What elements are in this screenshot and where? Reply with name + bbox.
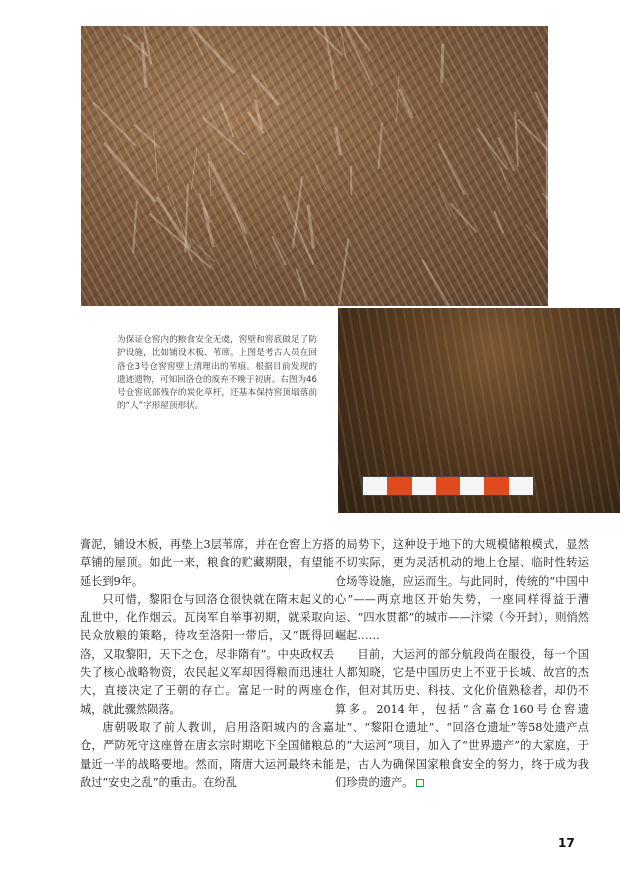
texture-streak — [208, 153, 212, 196]
texture-streak — [271, 236, 286, 266]
texture-streak — [545, 130, 548, 219]
texture-streak — [314, 165, 327, 191]
texture-streak — [500, 168, 510, 193]
texture-streak — [344, 26, 371, 51]
texture-streak — [350, 166, 352, 195]
texture-streak — [437, 144, 465, 196]
texture-streak — [175, 26, 235, 73]
texture-streak — [133, 124, 161, 149]
paragraph — [335, 646, 589, 792]
texture-streak — [153, 131, 158, 180]
paragraph: 只可惜，黎阳仓与回洛仓很快就在隋末起义的乱世中，化作烟云。瓦岗军自举事初期，就采取向民众放粮的策略，待攻至洛阳一带后，又“既得回洛，又取黎阳，天下之仓，尽非隋有”。中央政权丢失了核心战略物资，农民起义军却因得粮而迅速壮大，直接决定了王朝的存亡。富足一时的两座仓城，就此骤然陨落。 — [80, 592, 334, 716]
paragraph: 唐朝吸取了前人教训，启用洛阳城内的含嘉仓，严防死守这座曾在唐玄宗时期吃下全国储粮总量近一半的战略要地。然而，隋唐大运河最终未能敌过“安史之乱”的重击。在纷乱 — [80, 720, 334, 789]
texture-streak — [378, 123, 384, 169]
texture-streak — [493, 210, 503, 233]
photo-caption: 为保证仓窖内的粮食安全无虞，窖壁和窖底做足了防护设施，比如铺设木板、苇席。上图是考古人员在回洛仓3号仓窖窖壁上清理出的苇痕。根据目前发现的遗迹遗物，可知回洛仓的废弃不晚于初唐。右图为46号仓窖底部残存的炭化草杆，还基本保持窖顶塌落前的“人”字形屋顶形状。 — [117, 335, 317, 412]
texture-streak — [174, 26, 203, 56]
texture-streak — [517, 119, 548, 177]
texture-streak — [422, 259, 455, 306]
texture-streak — [334, 127, 342, 155]
texture-streak — [296, 269, 307, 301]
texture-streak — [339, 238, 350, 305]
scale-bar — [362, 476, 534, 496]
texture-streak — [208, 160, 248, 234]
texture-streak — [306, 205, 314, 249]
reed-trace-wall-photo — [81, 26, 548, 306]
texture-streak — [191, 148, 198, 190]
carbonized-straw-photo — [338, 308, 620, 513]
texture-streak — [132, 201, 138, 253]
texture-streak — [103, 142, 157, 202]
page-number: 17 — [558, 836, 575, 850]
texture-streak — [450, 203, 478, 234]
paragraph-text: 目前，大运河的部分航段尚在服役，每一个国人都知晓，它是中国历史上不亚于长城、故宫的杰作，但对其历史、科技、文化价值熟稔者，却仍不算多。2014年，包括“含嘉仓160号仓窖遗址”、“黎阳仓遗址”、“回洛仓遗址”等58处遗产点的“大运河”项目，加入了“世界遗产”的大家庭，于是，古人为确保国家粮食安全的努力，终于成为我们珍贵的遗产。 — [335, 647, 589, 789]
texture-streak — [398, 88, 413, 118]
right-text-column — [335, 536, 589, 792]
article-end-icon — [416, 779, 424, 787]
left-text-column — [80, 536, 334, 792]
texture-streak — [203, 116, 246, 154]
texture-streak — [396, 76, 399, 121]
paragraph: 膏泥，铺设木板，再垫上3层苇席，并在仓窖上方搭草铺的屋顶。如此一来，粮食的贮藏期限，有望能延长到9年。 — [80, 538, 334, 588]
paragraph: 的局势下，这种设于地下的大规模储粮模式，显然不切实际，更为灵活机动的地上仓屋、临时性转运仓场等设施，应运而生。与此同时，传统的“中国中心”——两京地区开始失势，一座同样得益于漕运、“四水贯都”的城市——汴梁（今开封），则悄然崛起…… — [335, 538, 589, 643]
texture-streak — [93, 102, 137, 147]
texture-streak — [525, 224, 548, 264]
texture-streak — [440, 43, 444, 82]
texture-streak — [202, 207, 215, 248]
